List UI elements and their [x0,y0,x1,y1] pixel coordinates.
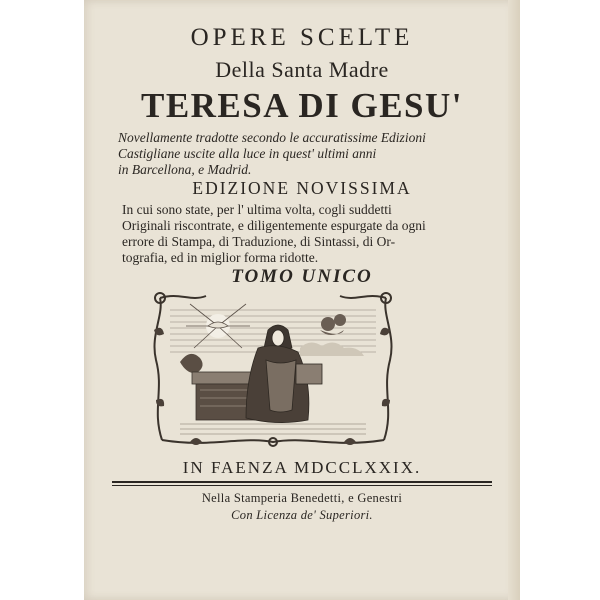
subtitle-block [118,130,488,178]
subtitle-line: Novellamente tradotte secondo le accuratissime Edizioni [118,130,426,145]
eagle-figure [180,354,203,373]
volume-heading: TOMO UNICO [231,266,373,287]
dove-with-rays [186,304,250,348]
description-block [122,202,494,266]
description-line: errore di Stampa, di Traduzione, di Sintassi, di Or- [122,234,396,249]
description-line: tografia, ed in miglior forma ridotte. [122,250,319,265]
frame-right [384,298,392,440]
description-line: In cui sono state, per l' ultima volta, cogli suddetti [122,202,392,217]
imprint-line: IN FAENZA MDCCLXXIX. [182,458,422,477]
author-name: TERESA DI GESU' [140,86,464,125]
frame-left [154,298,162,440]
title-line-opere-scelte: OPERE SCELTE [190,24,414,51]
description-line: Originali riscontrate, e diligentemente espurgate da ogni [122,218,426,233]
cherubs [320,314,346,335]
subtitle-line: Castigliane uscite alla luce in quest' ultimi anni [118,146,377,161]
subtitle-line: in Barcellona, e Madrid. [118,162,252,177]
edition-heading: EDIZIONE NOVISSIMA [192,178,412,198]
imprint-rule-thick [112,481,492,483]
license-line: Con Licenza de' Superiori. [231,508,373,522]
imprint-rule-thin [112,485,492,486]
title-line-santa-madre: Della Santa Madre [215,57,389,82]
engraving-illustration [150,290,396,450]
saint-teresa-figure [246,325,322,423]
printer-line: Nella Stamperia Benedetti, e Genestri [201,491,403,505]
